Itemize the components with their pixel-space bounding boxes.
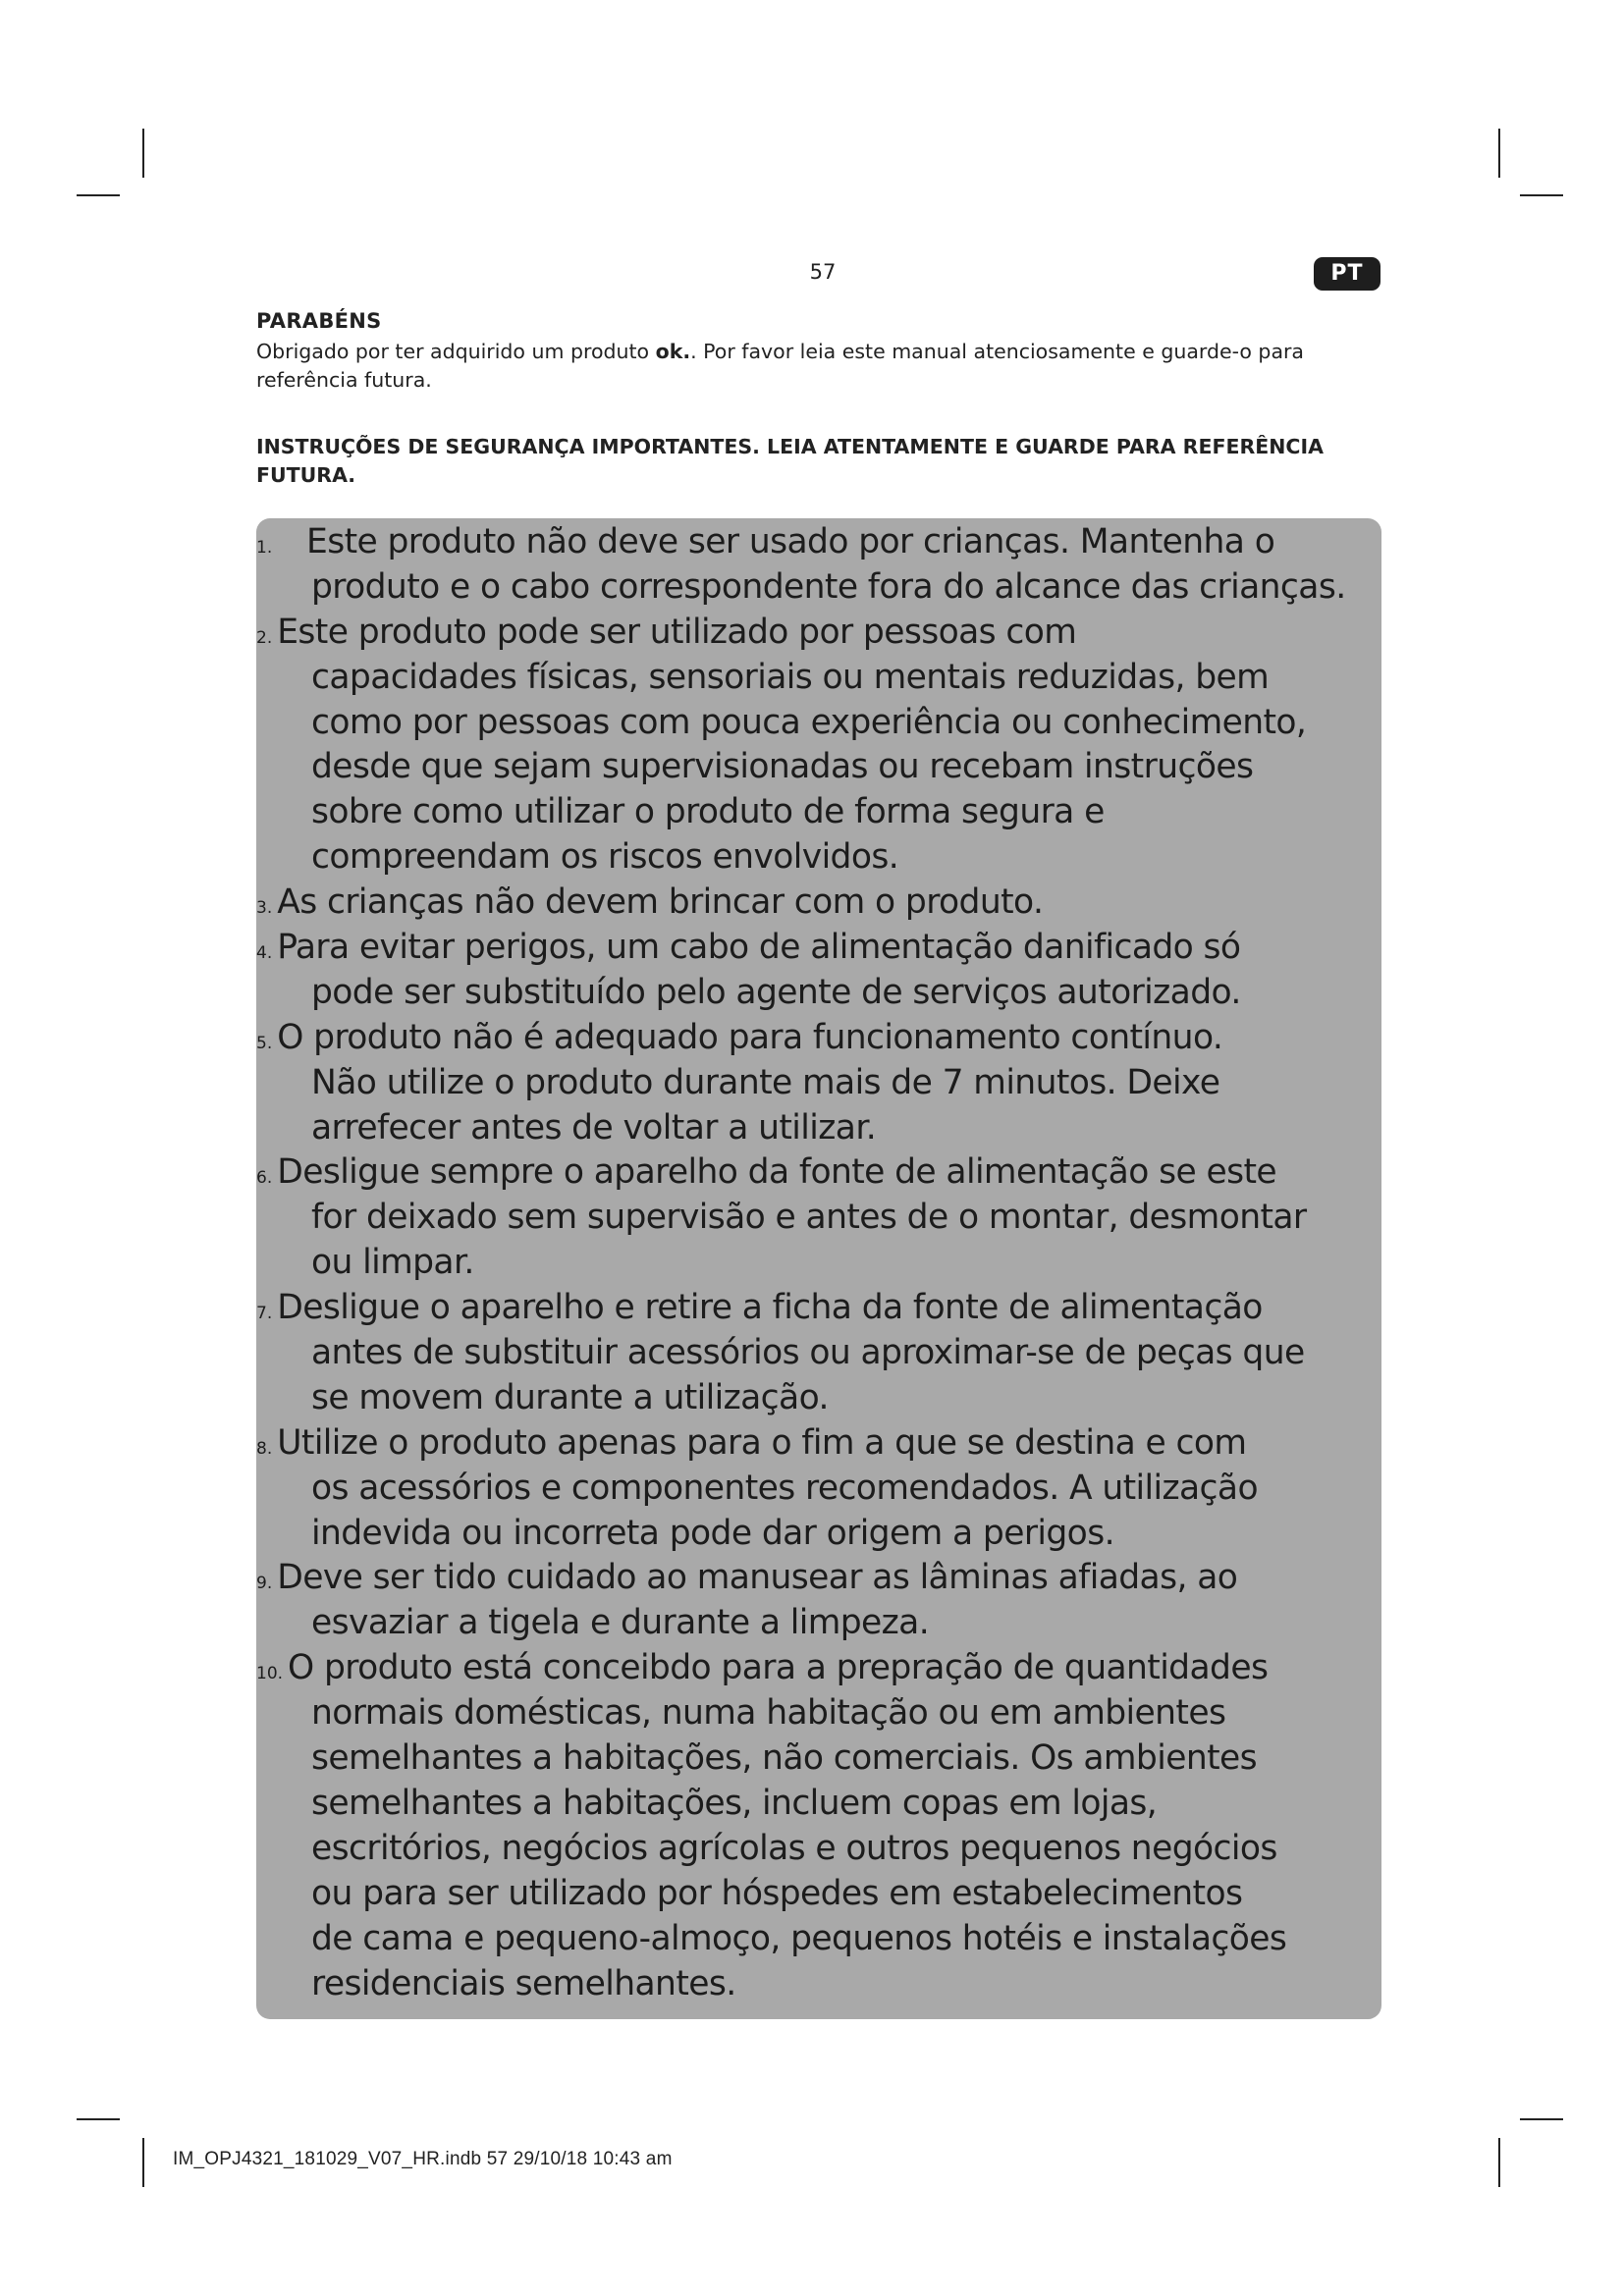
crop-mark [142, 129, 144, 178]
list-item-text: capacidades físicas, sensoriais ou mentais reduzidas, bem [311, 657, 1270, 697]
list-item-continuation [256, 1601, 1395, 1646]
print-slug: IM_OPJ4321_181029_V07_HR.indb 57 29/10/18 10:43 am [173, 2149, 673, 2169]
list-item-continuation [256, 1196, 1395, 1241]
congratulations-text [256, 338, 1385, 395]
list-item-continuation [256, 656, 1395, 701]
list-item-text: como por pessoas com pouca experiência ou conhecimento, [311, 702, 1307, 742]
list-item [256, 1646, 1395, 1691]
list-item-continuation [256, 1782, 1395, 1827]
list-item-text: O produto está conceibdo para a prepração de quantidades [288, 1648, 1269, 1688]
list-item-text: escritórios, negócios agrícolas e outros pequenos negócios [311, 1828, 1277, 1868]
list-item-text: desde que sejam supervisionadas ou recebam instruções [311, 747, 1254, 787]
crop-mark [142, 2138, 144, 2187]
list-item-text: antes de substituir acessórios ou aproximar-se de peças que [311, 1333, 1305, 1373]
list-item-continuation [256, 1962, 1395, 2007]
crop-mark [1498, 129, 1500, 178]
list-item-text: normais domésticas, numa habitação ou em ambientes [311, 1693, 1226, 1734]
list-item-text: esvaziar a tigela e durante a limpeza. [311, 1603, 930, 1643]
list-item-continuation [256, 1872, 1395, 1917]
language-badge: PT [1314, 257, 1380, 291]
crop-mark [77, 194, 120, 196]
list-item [256, 1286, 1395, 1331]
list-item-text: Este produto não deve ser usado por crianças. Mantenha o [306, 522, 1275, 561]
list-item-text: O produto não é adequado para funcionamento contínuo. [277, 1017, 1223, 1057]
list-item-text: produto e o cabo correspondente fora do alcance das crianças. [311, 566, 1346, 607]
list-item-continuation [256, 1736, 1395, 1782]
list-item [256, 1421, 1395, 1467]
congratulations-heading: PARABÉNS [256, 309, 382, 333]
list-item-number: 7. [256, 1304, 273, 1324]
crop-mark [1520, 194, 1563, 196]
list-item-text: Deve ser tido cuidado ao manusear as lâminas afiadas, ao [277, 1558, 1238, 1598]
list-item-number: 9. [256, 1574, 273, 1594]
list-item-continuation [256, 971, 1395, 1016]
brand-name: ok. [655, 340, 691, 363]
list-item-text: arrefecer antes de voltar a utilizar. [311, 1107, 877, 1148]
list-item-continuation [256, 1241, 1395, 1286]
list-item [256, 520, 1395, 565]
list-item-text: Utilize o produto apenas para o fim a que se destina e com [277, 1422, 1247, 1463]
list-item-text: Não utilize o produto durante mais de 7 minutos. Deixe [311, 1062, 1220, 1102]
list-item [256, 881, 1395, 926]
list-item-text: Desligue sempre o aparelho da fonte de alimentação se este [277, 1152, 1277, 1193]
crop-mark [77, 2118, 120, 2120]
list-item-continuation [256, 1467, 1395, 1512]
list-item-number: 1. [256, 538, 273, 558]
crop-mark [1520, 2118, 1563, 2120]
list-item-text: indevida ou incorreta pode dar origem a perigos. [311, 1513, 1114, 1553]
list-item-number: 8. [256, 1438, 273, 1459]
list-item-text: ou para ser utilizado por hóspedes em estabelecimentos [311, 1873, 1243, 1913]
list-item-continuation [256, 1512, 1395, 1557]
list-item-continuation [256, 1827, 1395, 1872]
list-item-number: 10. [256, 1664, 284, 1684]
list-item-text: se movem durante a utilização. [311, 1377, 829, 1417]
list-item-number: 3. [256, 898, 273, 919]
intro-text-start: Obrigado por ter adquirido um produto [256, 340, 656, 363]
list-item-text: semelhantes a habitações, incluem copas em lojas, [311, 1783, 1158, 1823]
list-item-continuation [256, 1061, 1395, 1106]
safety-instructions-list [256, 520, 1395, 2006]
page-number: 57 [809, 260, 837, 284]
list-item-continuation [256, 1376, 1395, 1421]
list-item-continuation [256, 790, 1395, 835]
list-item-text: sobre como utilizar o produto de forma segura e [311, 792, 1105, 832]
list-item-text: Para evitar perigos, um cabo de alimentação danificado só [277, 928, 1241, 968]
list-item [256, 1016, 1395, 1061]
list-item-continuation [256, 1106, 1395, 1151]
list-item [256, 611, 1395, 656]
list-item-continuation [256, 1331, 1395, 1376]
list-item [256, 1150, 1395, 1196]
list-item-text: semelhantes a habitações, não comerciais. Os ambientes [311, 1738, 1258, 1779]
list-item-text: residenciais semelhantes. [311, 1963, 736, 2003]
list-item-text: compreendam os riscos envolvidos. [311, 837, 899, 878]
list-item-text: de cama e pequeno-almoço, pequenos hotéis e instalações [311, 1918, 1287, 1958]
list-item-continuation [256, 745, 1395, 790]
list-item-text: os acessórios e componentes recomendados. A utilização [311, 1468, 1258, 1508]
list-item-continuation [256, 1917, 1395, 1962]
list-item [256, 1556, 1395, 1601]
list-item-number: 5. [256, 1033, 273, 1053]
crop-mark [1498, 2138, 1500, 2187]
list-item [256, 926, 1395, 971]
list-item-number: 6. [256, 1168, 273, 1189]
list-item-continuation [256, 565, 1395, 611]
list-item-continuation [256, 1691, 1395, 1736]
list-item-text: ou limpar. [311, 1243, 474, 1283]
list-item-text: for deixado sem supervisão e antes de o montar, desmontar [311, 1198, 1307, 1238]
list-item-text: As crianças não devem brincar com o produto. [277, 882, 1044, 923]
list-item-number: 4. [256, 943, 273, 964]
list-item-number: 2. [256, 627, 273, 648]
list-item-text: pode ser substituído pelo agente de serviços autorizado. [311, 972, 1241, 1012]
list-item-text: Desligue o aparelho e retire a ficha da fonte de alimentação [277, 1288, 1263, 1328]
list-item-text: Este produto pode ser utilizado por pessoas com [277, 612, 1077, 652]
list-item-continuation [256, 835, 1395, 881]
safety-heading: INSTRUÇÕES DE SEGURANÇA IMPORTANTES. LEIA ATENTAMENTE E GUARDE PARA REFERÊNCIA FUTURA. [256, 435, 1324, 487]
intro-text-end: . Por favor leia este manual atenciosamente e guarde-o para referência futura. [256, 340, 1304, 392]
list-item-continuation [256, 701, 1395, 746]
